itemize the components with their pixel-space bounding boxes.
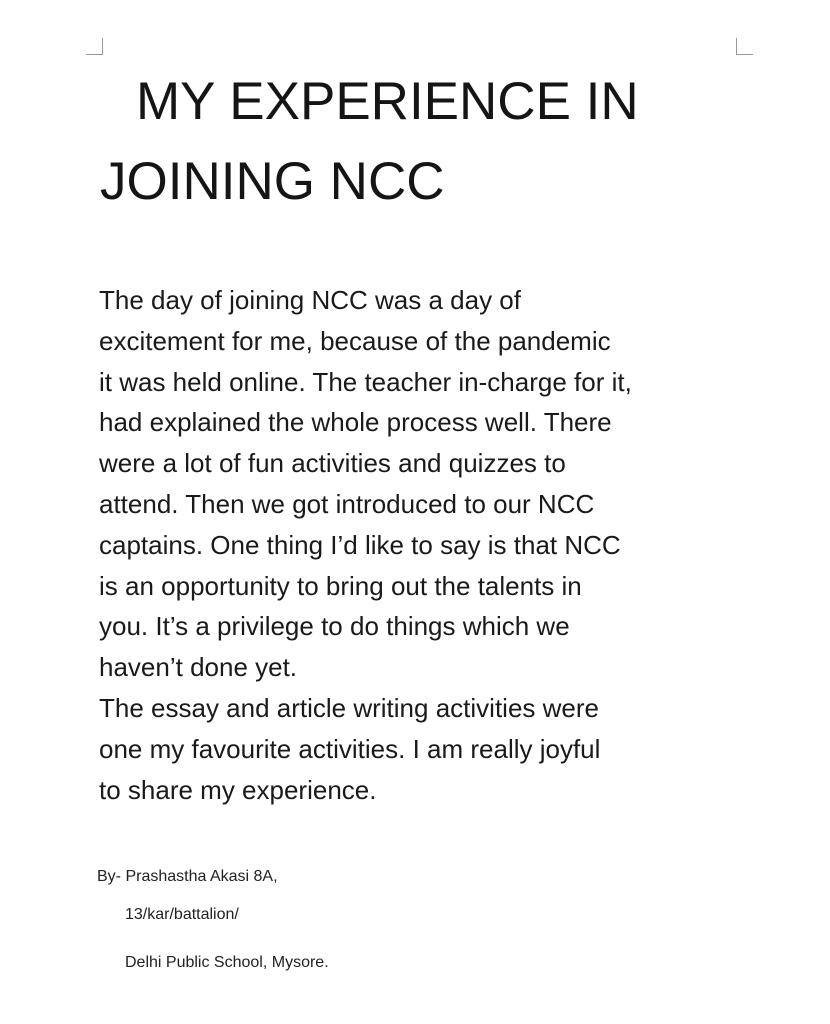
body-line: you. It’s a privilege to do things which we [99, 611, 570, 642]
byline-school: Delhi Public School, Mysore. [125, 954, 329, 971]
body-line: it was held online. The teacher in-charge for it, [99, 366, 632, 397]
byline-author: By- Prashastha Akasi 8A, [97, 868, 278, 885]
body-line: excitement for me, because of the pandemic [99, 325, 611, 356]
top-left-corner-mark [86, 38, 103, 55]
body-line: The day of joining NCC was a day of [99, 285, 521, 315]
byline-unit: 13/kar/battalion/ [125, 906, 239, 923]
body-line: one my favourite activities. I am really joyful [99, 733, 601, 764]
body-line: haven’t done yet. [99, 652, 298, 683]
body-line: is an opportunity to bring out the talents in [99, 570, 582, 601]
title-line-2: JOINING NCC [100, 152, 445, 211]
body-line: captains. One thing I’d like to say is that NCC [99, 529, 621, 560]
body-line: had explained the whole process well. There [99, 407, 612, 438]
top-right-corner-mark [736, 38, 753, 55]
body-line: The essay and article writing activities were [99, 692, 599, 723]
body-line: attend. Then we got introduced to our NCC [99, 488, 595, 519]
title-line-1: MY EXPERIENCE IN [136, 72, 639, 131]
document-title [100, 62, 760, 222]
body-line: to share my experience. [99, 774, 377, 805]
essay-body [99, 280, 779, 810]
body-line: were a lot of fun activities and quizzes to [99, 448, 566, 479]
